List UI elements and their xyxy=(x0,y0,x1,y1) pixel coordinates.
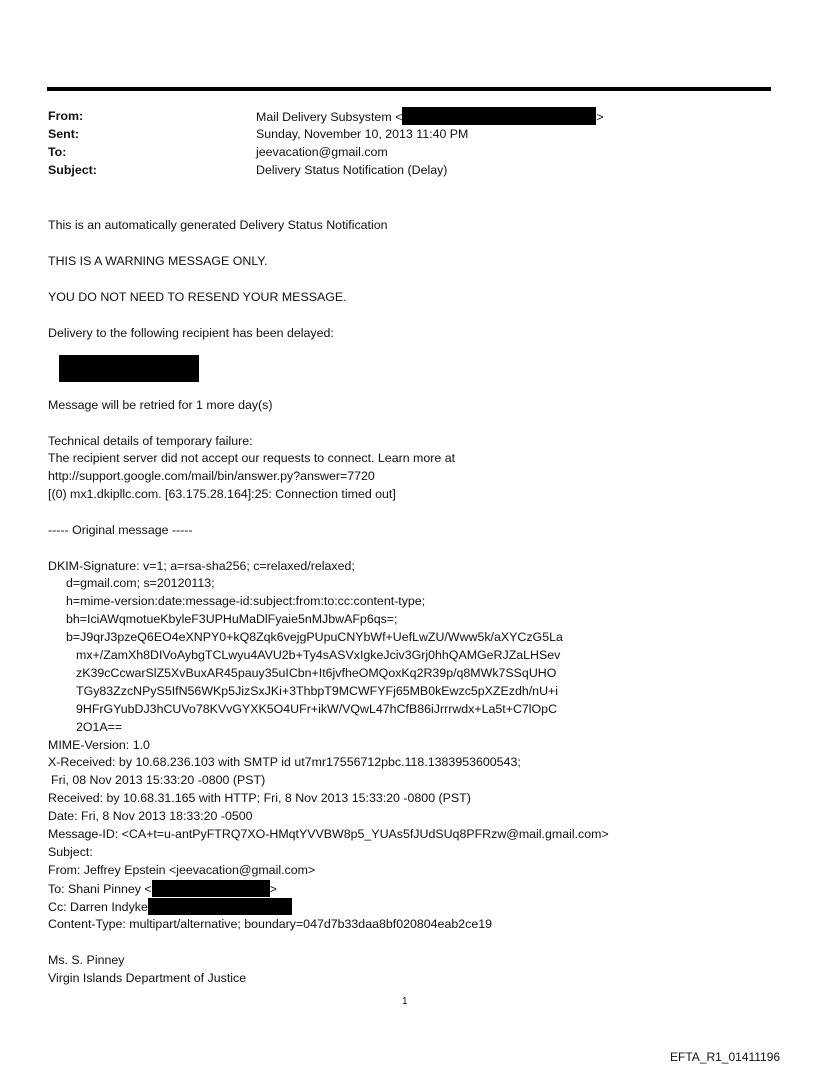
page-number: 1 xyxy=(402,996,408,1007)
to-value: jeevacation@gmail.com xyxy=(256,145,388,159)
tech-line-4: [(0) mx1.dkipllc.com. [63.175.28.164]:25: Connection timed out] xyxy=(48,487,396,501)
no-resend-line: YOU DO NOT NEED TO RESEND YOUR MESSAGE. xyxy=(48,290,347,304)
dkim-line-8: TGy83ZzcNPyS5IfN56WKp5JizSxJKi+3ThbpT9MCWFYFj65MB0kEwzc5pXZEzdh/nU+i xyxy=(76,684,559,698)
dkim-line-3: h=mime-version:date:message-id:subject:from:to:cc:content-type; xyxy=(66,594,426,608)
signature-name: Ms. S. Pinney xyxy=(48,953,125,967)
dkim-line-5: b=J9qrJ3pzeQ6EO4eXNPY0+kQ8Zqk6vejgPUpuCNYbWf+UefLwZU/Www5k/aXYCzG5La xyxy=(66,630,563,644)
dkim-line-7: zK39cCcwarSlZ5XvBuxAR45pauy35uICbn+It6jvfheOMQoxKq2R39p/q8MWk7SSqUHO xyxy=(76,666,557,680)
redaction-to xyxy=(152,880,270,897)
warning-line: THIS IS A WARNING MESSAGE ONLY. xyxy=(48,254,268,268)
x-received-line-2: Fri, 08 Nov 2013 15:33:20 -0800 (PST) xyxy=(51,773,266,787)
content-type-line: Content-Type: multipart/alternative; boundary=047d7b33daa8bf020804eab2ce19 xyxy=(48,917,492,931)
received-line: Received: by 10.68.31.165 with HTTP; Fri, 8 Nov 2013 15:33:20 -0800 (PST) xyxy=(48,791,471,805)
intro-line: This is an automatically generated Delivery Status Notification xyxy=(48,218,388,232)
dkim-line-6: mx+/ZamXh8DIVoAybgTCLwyu4AVU2b+Ty4sASVxIgkeJciv3Grj0hhQAMGeRJZaLHSev xyxy=(76,648,561,662)
tech-line-2: The recipient server did not accept our requests to connect. Learn more at xyxy=(48,451,456,465)
retry-line: Message will be retried for 1 more day(s) xyxy=(48,398,273,412)
from-label: From: xyxy=(48,109,84,123)
dkim-line-10: 2O1A== xyxy=(76,720,123,734)
to-label: To: xyxy=(48,145,67,159)
redaction-from xyxy=(402,107,596,125)
redaction-recipient xyxy=(59,355,199,382)
original-message-divider: ----- Original message ----- xyxy=(48,523,193,537)
date-line: Date: Fri, 8 Nov 2013 18:33:20 -0500 xyxy=(48,809,253,823)
document-id: EFTA_R1_01411196 xyxy=(670,1050,781,1064)
from-line: From: Jeffrey Epstein <jeevacation@gmail.com> xyxy=(48,863,316,877)
header-rule xyxy=(47,87,771,91)
dkim-line-9: 9HFrGYubDJ3hCUVo78KVvGYXK5O4UFr+ikW/VQwL47hCfB86iJrrrwdx+La5t+C7lOpC xyxy=(76,702,558,716)
to-line: To: Shani Pinney < > xyxy=(48,882,277,896)
signature-org: Virgin Islands Department of Justice xyxy=(48,971,247,985)
from-value: Mail Delivery Subsystem < > xyxy=(256,107,604,126)
subject-label: Subject: xyxy=(48,163,97,177)
sent-value: Sunday, November 10, 2013 11:40 PM xyxy=(256,127,469,141)
mime-line: MIME-Version: 1.0 xyxy=(48,738,150,752)
dkim-line-1: DKIM-Signature: v=1; a=rsa-sha256; c=relaxed/relaxed; xyxy=(48,559,355,573)
tech-line-3: http://support.google.com/mail/bin/answer.py?answer=7720 xyxy=(48,469,375,483)
subject-value: Delivery Status Notification (Delay) xyxy=(256,163,448,177)
cc-line: Cc: Darren Indyke xyxy=(48,898,292,915)
tech-line-1: Technical details of temporary failure: xyxy=(48,434,253,448)
subject-line: Subject: xyxy=(48,845,93,859)
x-received-line-1: X-Received: by 10.68.236.103 with SMTP id ut7mr17556712pbc.118.1383953600543; xyxy=(48,755,521,769)
dkim-line-2: d=gmail.com; s=20120113; xyxy=(66,576,215,590)
dkim-line-4: bh=IciAWqmotueKbyleF3UPHuMaDlFyaie5nMJbwAFp6qs=; xyxy=(66,612,398,626)
delayed-line: Delivery to the following recipient has been delayed: xyxy=(48,326,334,340)
message-id-line: Message-ID: <CA+t=u-antPyFTRQ7XO-HMqtYVVBW8p5_YUAs5fJUdSUq8PFRzw@mail.gmail.com> xyxy=(48,827,609,841)
redaction-cc xyxy=(148,898,292,915)
sent-label: Sent: xyxy=(48,127,79,141)
